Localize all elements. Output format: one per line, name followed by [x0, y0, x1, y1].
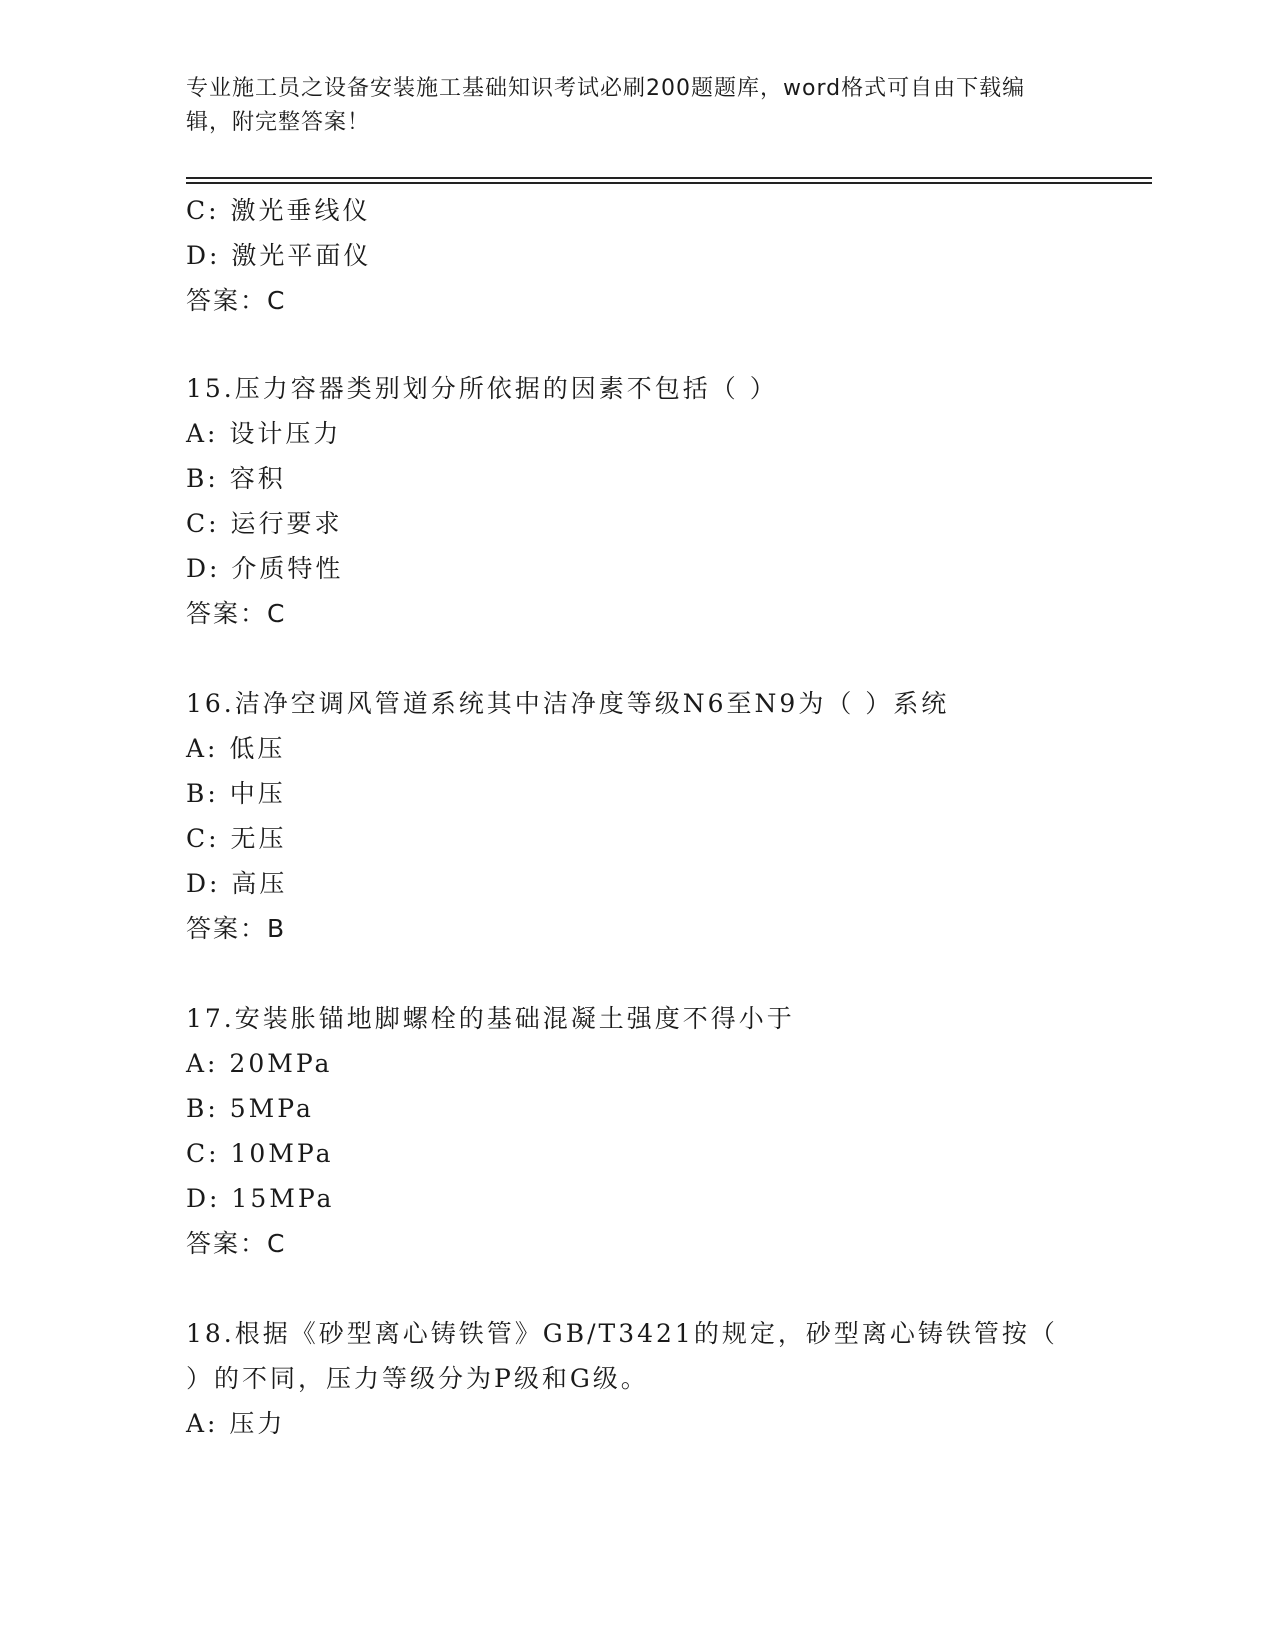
- question-line: 15.压力容器类别划分所依据的因素不包括（ ）: [186, 374, 778, 403]
- option-line: A: 设计压力: [186, 419, 342, 448]
- option-line: D: 激光平面仪: [186, 241, 372, 270]
- option-line: D: 介质特性: [186, 554, 344, 583]
- option-line: D: 15MPa: [186, 1184, 335, 1213]
- answer-line: 答案：C: [186, 1229, 287, 1258]
- option-line: C: 运行要求: [186, 509, 343, 538]
- option-line: C: 激光垂线仪: [186, 196, 371, 225]
- option-line: B: 5MPa: [186, 1094, 314, 1123]
- option-line: B: 容积: [186, 464, 286, 493]
- answer-line: 答案：C: [186, 599, 287, 628]
- question-line: 18.根据《砂型离心铸铁管》GB/T3421的规定，砂型离心铸铁管按（: [186, 1319, 1058, 1348]
- option-line: D: 高压: [186, 869, 288, 898]
- option-line: C: 10MPa: [186, 1139, 334, 1168]
- option-line: B: 中压: [186, 779, 286, 808]
- option-line: A: 20MPa: [186, 1049, 333, 1078]
- option-line: A: 低压: [186, 734, 286, 763]
- header-divider-bottom: [186, 182, 1152, 184]
- answer-line: 答案：C: [186, 286, 287, 315]
- question-line: ）的不同，压力等级分为P级和G级。: [186, 1364, 649, 1393]
- document-header: 专业施工员之设备安装施工基础知识考试必刷200题题库，word格式可自由下载编辑，附完整答案！: [186, 76, 1026, 135]
- answer-line: 答案：B: [186, 914, 287, 943]
- option-line: A: 压力: [186, 1409, 286, 1438]
- header-divider-top: [186, 177, 1152, 179]
- question-line: 16.洁净空调风管道系统其中洁净度等级N6至N9为（ ）系统: [186, 689, 950, 718]
- question-line: 17.安装胀锚地脚螺栓的基础混凝土强度不得小于: [186, 1004, 795, 1033]
- option-line: C: 无压: [186, 824, 287, 853]
